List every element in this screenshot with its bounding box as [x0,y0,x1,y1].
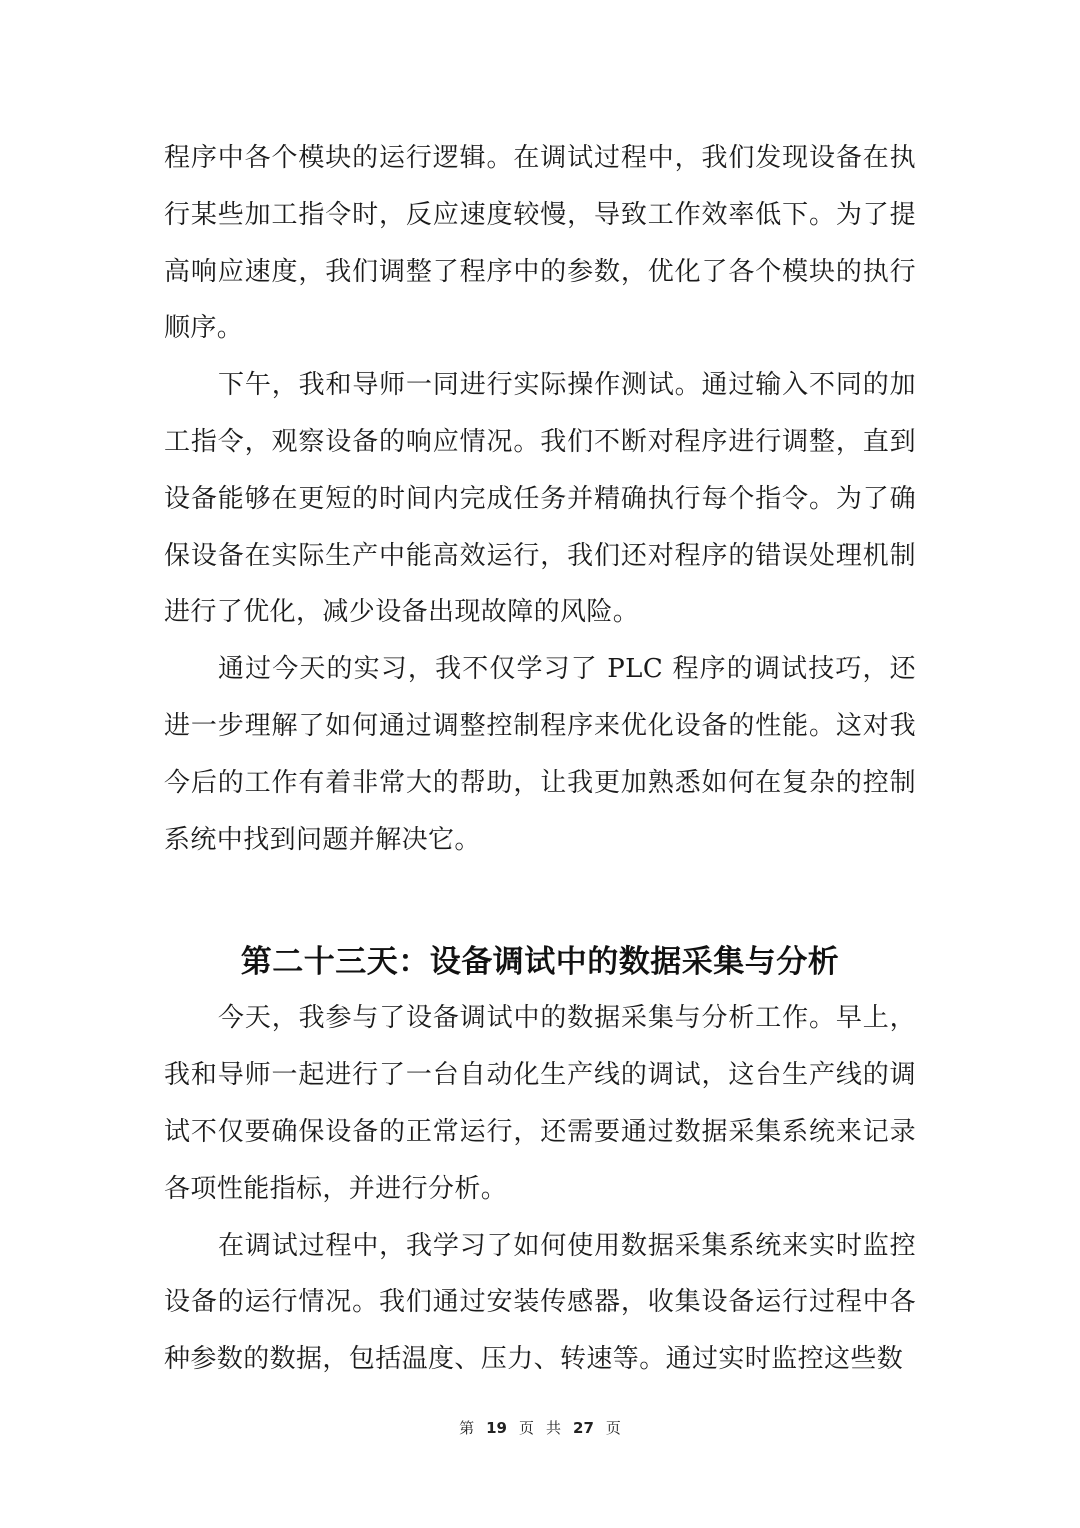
page-footer [0,1416,1080,1440]
footer-current-page: 19 [486,1419,507,1437]
footer-total-pages: 27 [573,1419,594,1437]
paragraph-continued: 程序中各个模块的运行逻辑。在调试过程中，我们发现设备在执行某些加工指令时，反应速度较慢，导致工作效率低下。为了提高响应速度，我们调整了程序中的参数，优化了各个模块的执行顺序。 [164,143,916,344]
page-body [164,130,916,1388]
paragraph-summary: 通过今天的实习，我不仅学习了 PLC 程序的调试技巧，还进一步理解了如何通过调整控制程序来优化设备的性能。这对我今后的工作有着非常大的帮助，让我更加熟悉如何在复杂的控制系统中找到问题并解决它。 [164,654,916,855]
footer-label-page: 第 [459,1419,475,1437]
footer-label-page-unit: 页 [518,1419,534,1437]
footer-label-total-unit: 页 [605,1419,621,1437]
footer-label-total: 共 [546,1419,562,1437]
paragraph-monitoring: 在调试过程中，我学习了如何使用数据采集系统来实时监控设备的运行情况。我们通过安装传感器，收集设备运行过程中各种参数的数据，包括温度、压力、转速等。通过实时监控这些数 [164,1230,916,1375]
section-heading: 第二十三天：设备调试中的数据采集与分析 [240,944,840,981]
paragraph-afternoon-testing: 下午，我和导师一同进行实际操作测试。通过输入不同的加工指令，观察设备的响应情况。我们不断对程序进行调整，直到设备能够在更短的时间内完成任务并精确执行每个指令。为了确保设备在实际生产中能高效运行，我们还对程序的错误处理机制进行了优化，减少设备出现故障的风险。 [164,370,916,628]
paragraph-data-collection-intro: 今天，我参与了设备调试中的数据采集与分析工作。早上，我和导师一起进行了一台自动化生产线的调试，这台生产线的调试不仅要确保设备的正常运行，还需要通过数据采集系统来记录各项性能指标，并进行分析。 [164,1003,916,1204]
